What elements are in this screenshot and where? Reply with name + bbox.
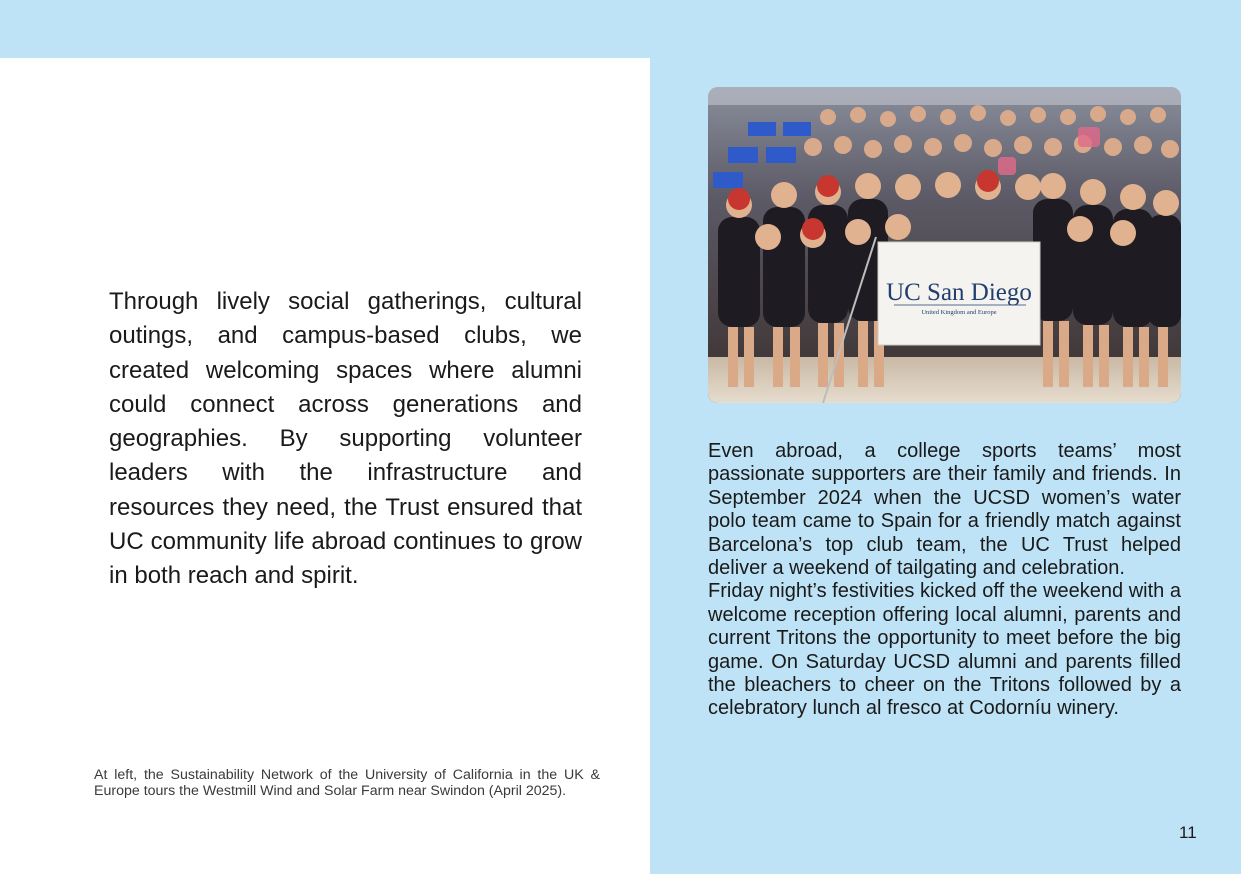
story-paragraph-2: Friday night’s festivities kicked off the weekend with a welcome reception offering local alumni, parents and current Tritons the opportunity to meet before the big game. On Saturday UCSD alumni and parents filled the bleachers to cheer on the Tritons followed by a celebratory lunch al fresco at Codorníu winery.	[708, 580, 1181, 720]
banner-subtitle-text: United Kingdom and Europe	[921, 309, 997, 316]
story-text	[708, 440, 1181, 721]
banner-logo-text: UC San Diego	[886, 279, 1032, 306]
photo-caption: At left, the Sustainability Network of the University of California in the UK & Europe tours the Westmill Wind and Solar Farm near Swindon (April 2025).	[94, 767, 600, 799]
page-number: 11	[1179, 823, 1197, 842]
left-white-panel	[0, 58, 650, 874]
team-photo	[708, 87, 1181, 403]
lead-paragraph: Through lively social gatherings, cultural outings, and campus-based clubs, we created welcoming spaces where alumni could connect across generations and geographies. By supporting volunteer leaders with the infrastructure and resources they need, the Trust ensured that UC community life abroad continues to grow in both reach and spirit.	[109, 288, 582, 590]
story-paragraph-1: Even abroad, a college sports teams’ most passionate supporters are their family and friends. In September 2024 when the UCSD women’s water polo team came to Spain for a friendly match against Barcelona’s top club team, the UC Trust helped deliver a weekend of tailgating and celebration.	[708, 440, 1181, 580]
